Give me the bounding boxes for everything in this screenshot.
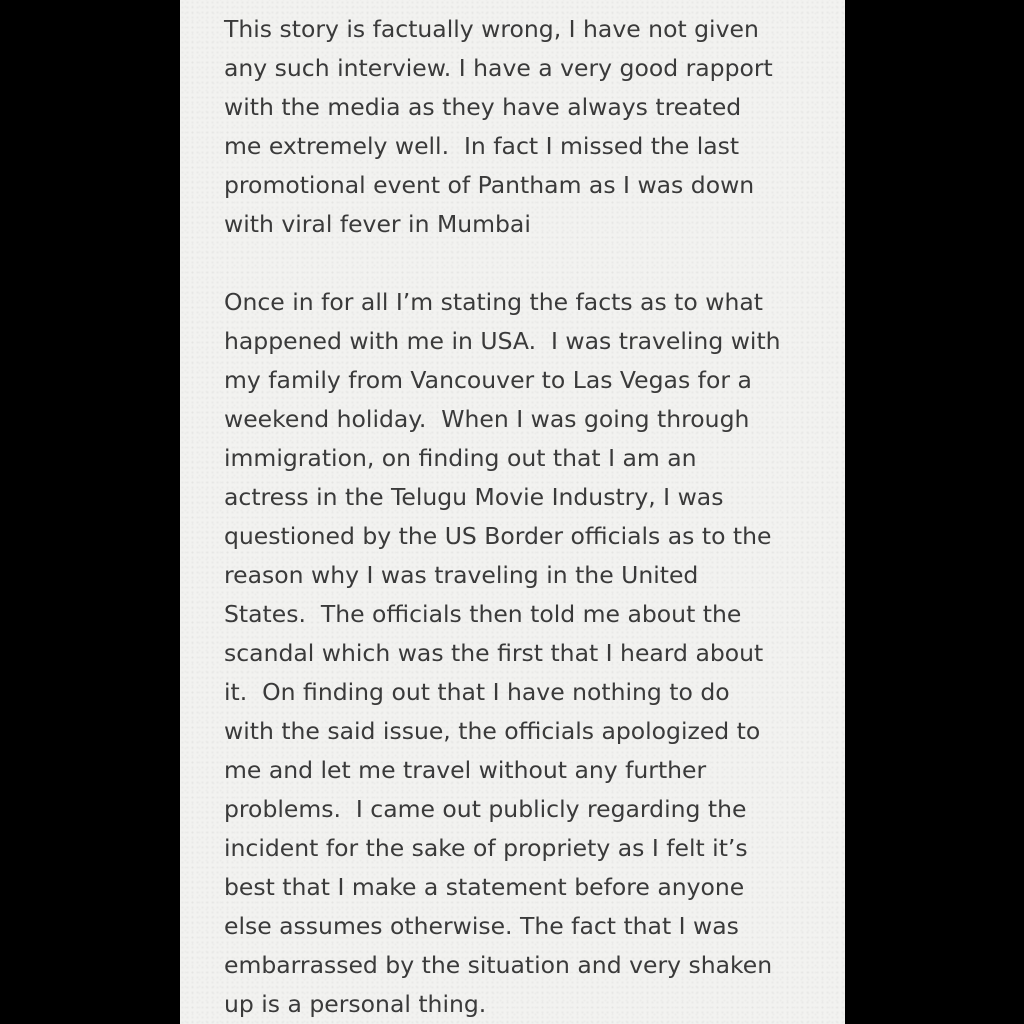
text-line: up is a personal thing.	[224, 990, 487, 1018]
text-line: me and let me travel without any further	[224, 756, 707, 784]
text-line: it. On finding out that I have nothing to do	[224, 678, 730, 706]
text-line: with viral fever in Mumbai	[224, 210, 531, 238]
paragraph-1	[224, 10, 824, 244]
text-line: problems. I came out publicly regarding the	[224, 795, 747, 823]
text-line: questioned by the US Border officials as to the	[224, 522, 772, 550]
text-line: embarrassed by the situation and very shaken	[224, 951, 773, 979]
text-line: immigration, on finding out that I am an	[224, 444, 697, 472]
text-line: me extremely well. In fact I missed the last	[224, 132, 740, 160]
text-line: my family from Vancouver to Las Vegas for a	[224, 366, 752, 394]
text-line: happened with me in USA. I was traveling with	[224, 327, 781, 355]
paragraph-2	[224, 283, 824, 1024]
paragraph-spacer	[224, 244, 824, 283]
text-line: This story is factually wrong, I have not given	[224, 15, 759, 43]
text-line: incident for the sake of propriety as I felt it’s	[224, 834, 748, 862]
text-line: else assumes otherwise. The fact that I was	[224, 912, 739, 940]
text-line: reason why I was traveling in the United	[224, 561, 699, 589]
statement-text	[224, 10, 824, 1024]
text-line: with the said issue, the officials apologized to	[224, 717, 761, 745]
text-line: promotional event of Pantham as I was down	[224, 171, 755, 199]
text-line: any such interview. I have a very good rapport	[224, 54, 773, 82]
text-line: weekend holiday. When I was going through	[224, 405, 750, 433]
note-paper	[180, 0, 845, 1024]
text-line: States. The officials then told me about the	[224, 600, 742, 628]
text-line: actress in the Telugu Movie Industry, I was	[224, 483, 724, 511]
text-line: Once in for all I’m stating the facts as to what	[224, 288, 763, 316]
text-line: with the media as they have always treated	[224, 93, 742, 121]
text-line: scandal which was the first that I heard about	[224, 639, 764, 667]
text-line: best that I make a statement before anyone	[224, 873, 745, 901]
